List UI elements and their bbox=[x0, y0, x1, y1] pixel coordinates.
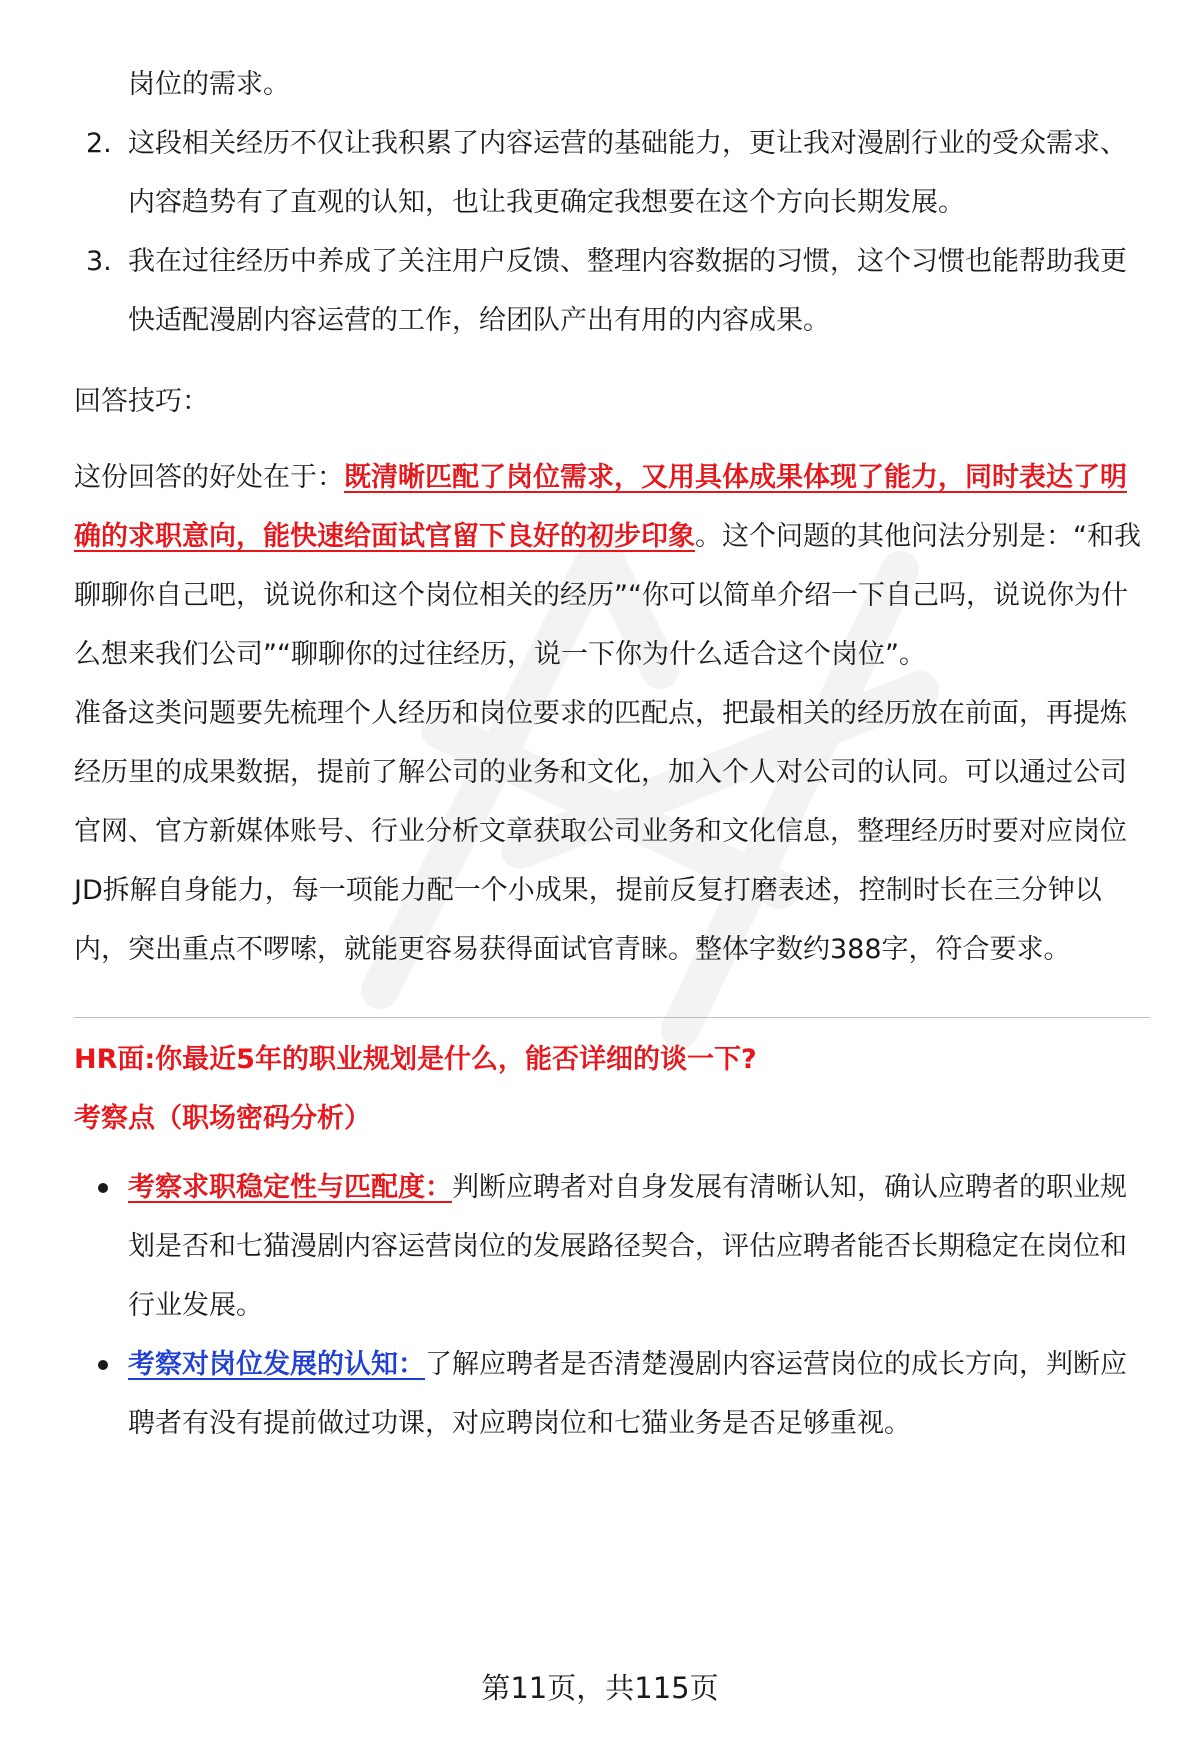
list-item-number: 2. bbox=[86, 128, 112, 159]
assessment-list bbox=[74, 1158, 1150, 1453]
prep-paragraph: 准备这类问题要先梳理个人经历和岗位要求的匹配点，把最相关的经历放在前面，再提炼经历里的成果数据，提前了解公司的业务和文化，加入个人对公司的认同。可以通过公司官网、官方新媒体账号、行业分析文章获取公司业务和文化信息，整理经历时要对应岗位JD拆解自身能力，每一项能力配一个小成果，提前反复打磨表述，控制时长在三分钟以内，突出重点不啰嗦，就能更容易获得面试官青睐。整体字数约388字，符合要求。 bbox=[74, 698, 1127, 965]
tips-paragraph bbox=[74, 448, 1150, 684]
section-divider bbox=[74, 1017, 1150, 1018]
bullet-text: 判断应聘者对自身发展有清晰认知，确认应聘者的职业规划是否和七猫漫剧内容运营岗位的发展路径契合，评估应聘者能否长期稳定在岗位和行业发展。 bbox=[128, 1172, 1127, 1321]
list-item-number: 3. bbox=[86, 246, 112, 277]
bullet-text: 了解应聘者是否清楚漫剧内容运营岗位的成长方向，判断应聘者有没有提前做过功课，对应聘岗位和七猫业务是否足够重视。 bbox=[128, 1349, 1127, 1439]
bullet-dot-icon bbox=[98, 1360, 108, 1370]
question-title: HR面:你最近5年的职业规划是什么，能否详细的谈一下? bbox=[74, 1044, 757, 1075]
list-item-continuation: 岗位的需求。 bbox=[128, 69, 290, 100]
page-number: 第11页，共115页 bbox=[481, 1671, 719, 1705]
list-item-text: 这段相关经历不仅让我积累了内容运营的基础能力，更让我对漫剧行业的受众需求、内容趋势有了直观的认知，也让我更确定我想要在这个方向长期发展。 bbox=[128, 128, 1127, 218]
answer-list bbox=[74, 55, 1150, 350]
tips-paragraph-intro: 这份回答的好处在于： bbox=[74, 462, 344, 493]
section-title: 考察点（职场密码分析） bbox=[74, 1103, 371, 1134]
tips-heading: 回答技巧： bbox=[74, 386, 209, 417]
list-item bbox=[74, 232, 1150, 350]
bullet-dot-icon bbox=[98, 1183, 108, 1193]
list-item bbox=[74, 1158, 1150, 1335]
document-body bbox=[74, 55, 1150, 1453]
bullet-lead: 考察求职稳定性与匹配度： bbox=[128, 1172, 452, 1203]
bullet-lead: 考察对岗位发展的认知： bbox=[128, 1349, 425, 1380]
list-item bbox=[74, 55, 1150, 114]
list-item bbox=[74, 1335, 1150, 1453]
list-item-text: 我在过往经历中养成了关注用户反馈、整理内容数据的习惯，这个习惯也能帮助我更快适配漫剧内容运营的工作，给团队产出有用的内容成果。 bbox=[128, 246, 1127, 336]
list-item bbox=[74, 114, 1150, 232]
tips-highlight: 既清晰匹配了岗位需求，又用具体成果体现了能力，同时表达了明确的求职意向，能快速给面试官留下良好的初步印象 bbox=[74, 462, 1127, 552]
tips-paragraph-rest: 。这个问题的其他问法分别是：“和我聊聊你自己吧，说说你和这个岗位相关的经历”“你可以简单介绍一下自己吗，说说你为什么想来我们公司”“聊聊你的过往经历，说一下你为什么适合这个岗位”。 bbox=[74, 521, 1141, 670]
